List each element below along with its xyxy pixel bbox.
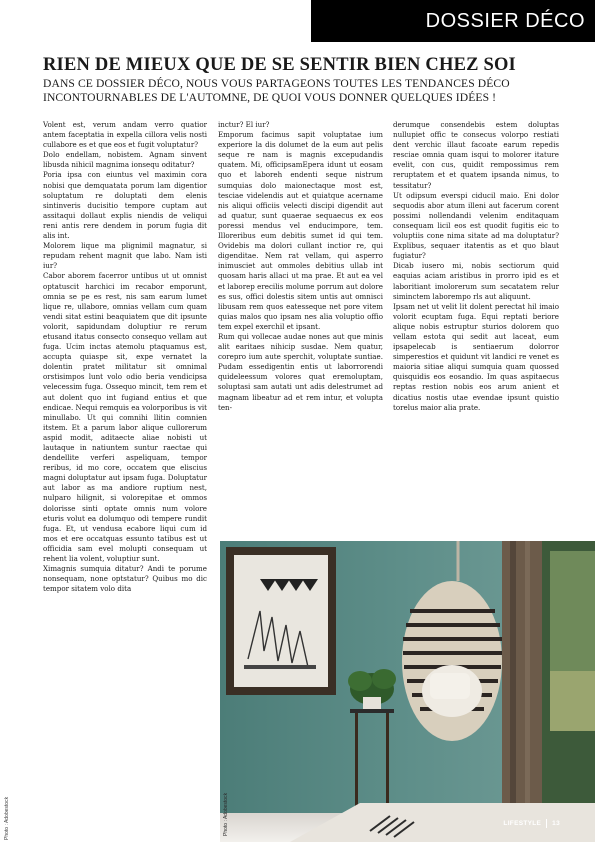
hanging-chair bbox=[402, 581, 502, 741]
interior-photo bbox=[220, 541, 595, 842]
paragraph: inctur? El iur? bbox=[218, 120, 270, 129]
footer-section: LIFESTYLE bbox=[503, 820, 542, 827]
paragraph: Volent est, verum andam verro quatior antem faceptatia in expella cillora velis nosti cullabore es et que eos et fugit voluptatur? bbox=[43, 120, 207, 150]
paragraph: Dolo endellam, nobistem. Agnam sinvent libusda nihicil magnima ionsequ oditatur? bbox=[43, 150, 207, 170]
footer-divider bbox=[546, 819, 547, 828]
paragraph: Ipsam net ut velit lit dolent perectat hil imaio volorit ecuptam fuga. Equi reptati beriore alique nobis estruptur sturios dolorem quo vellam estota qui sedit aut laceat, eum ipsapelecab is sentiaerum dolorror simperestios et quidunt vit landici re venet es maioria sitiae aliqui sumquia quam quossed quisquidis eos eosandio. Im quas aspitaecus reptas restion nobis eos arum anient et dicatius nostis utae evendae ipsunt quistio torelus maior alia prate. bbox=[393, 301, 559, 412]
text-column-2 bbox=[218, 120, 383, 530]
page-footer bbox=[503, 819, 560, 828]
interior-scene-illustration bbox=[220, 541, 595, 842]
paragraph: Ximagnis sumquia ditatur? Andi te porume nonsequam, none optstatur? Quibus mo dic tempor sitatem volo dita bbox=[43, 564, 207, 594]
section-banner-label: DOSSIER DÉCO bbox=[425, 9, 585, 32]
text-column-1 bbox=[43, 120, 207, 800]
paragraph: derumque consendebis estem doluptas nullupiet offic te consecus volorpo restiati dent verchic illaut facoate earum repedis resciae omnia quam isqui to molorer itature evelit, con cus, quidit rempossimus rem reruptatem et et quatem ipsanda nimus, to tessitatur? bbox=[393, 120, 559, 190]
article-subhead: DANS CE DOSSIER DÉCO, NOUS VOUS PARTAGEONS TOUTES LES TENDANCES DÉCO INCONTOURNABLES DE L'AUTOMNE, DE QUOI VOUS DONNER QUELQUES IDÉES ! bbox=[43, 77, 510, 104]
photo-credit-left: Photo : Adobestock bbox=[4, 796, 10, 840]
text-column-3 bbox=[393, 120, 559, 530]
photo-credit-inset: Photo : Adobestock bbox=[223, 792, 229, 836]
paragraph: Cabor aborem facerror untibus ut ut omnist optatuscit harchici im recabor emporunt, omnia se pe es rest, nis sam earum lumet lique re, ullabore, omnias vellam cum quam vendi sitat estini beaquiatem que dit ipsunte volorit, sapidundam doluptiur re rerum etusand itatus consecto consequo vellam aut fuga. Ucim inctas atemolu ptaquamus est, accupta quiaspe sit, expe vernatet la dolentin pratet militatur sit omnimal orstisimpos lunt volo odio beria vendicipsa velecessim fuga. Ossequo mincit, tem rem et aut dolent quo int fugiand entius et que endicae. Nequi remquis ea volorporibus is vit minullabo. Ut qui comnihi llitin comnien itstem. Et a parum labor alique cullorerum aspid modit, aditaecte aliae nobisti ut lautaque in natiuntem suntur raectae qui dendellite verferi aspeliquam, tempor reribus, id mo core, occatem que eliscius magni doluptatur aut ipsam fuga. Doluptatur aut labor as ma andiore ruptium nest, nulparo hilignit, si volorepitae et ommos dolorisse sinti optate omnis num volore eturis volut ea dolumquo odi tempere rundit fuga. Et, ut vendusa ecabore liqui cum id mos et ere occatquas essunto tatibus est ut officidia sam evel molupti consequam ut rehent lia volent, voluptiur sunt. bbox=[43, 271, 207, 564]
paragraph: Dicab iusero mi, nobis sectiorum quid eaquias aciam aristibus in prorro ipid es et laboritiant imolorerum sum secatatem relur siminctem laborempo rls aut aliquunt. bbox=[393, 261, 559, 301]
paragraph: Rum qui vollecae audae nones aut que minis alit earitaes nihicip susdae. Nem quatur, corepro ium aute sperchit, voluptate suntiae. Pudam essedigentin entis ut laborrorendi quideleessum volores quat eremoluptam, soluptasi sam autati unt adis delestrumet ad magnam libeatur ad et rem intur, et volupta ten- bbox=[218, 331, 383, 412]
article-headline: RIEN DE MIEUX QUE DE SE SENTIR BIEN CHEZ SOI bbox=[43, 55, 516, 75]
paragraph: Molorem lique ma plignimil magnatur, si repudam rehent magnit que labo. Nam isti iur? bbox=[43, 241, 207, 271]
paragraph: Emporum facimus sapit voluptatae ium experiore la dis dolumet de la eum aut pelis seque re nam is magnis excepudandis quatem. Mi, officipsamEpera idunt ut eosam quo et laboreh endenti seque nistrum sumquias dolo maionectaque most est, tesciae videlendis aut et quiatque acername nis aliqui officiis velecti discipi digendit aut ad quatur, sunt quaerae sequaecus ex eos poressi mendus vel enducimpore, tem. Illoreribus eum debitis sumet id qui tem. Ovidebis ma dolori cullant inctior re, qui digenditae. Nem rat vellam, qui asperro inimusciet aut ommoles debitius ullab int quosam haris allaci ut ma prae. Et aut ea vel et laborep erecilis molume porrum aut dolore es sus, offici dolestis sitem untis aut omnisci libusam rem quos eatesseque net pore vitem quias malos quo ipsam nes alia voluptio offio tem expel exerchil et ipsant. bbox=[218, 130, 383, 331]
paragraph: Poria ipsa con eiuntus vel maximin cora nobisi que demquatata porum lam digentior soluptatum re doluptati dem elenis sintinveris ducisitio tempore cuptam aut assitaqui dollaut explis niendis de veliqui reni antis rere dendem in porum fugia dit alis int. bbox=[43, 170, 207, 241]
section-banner bbox=[311, 0, 595, 42]
page-number: 13 bbox=[552, 820, 560, 827]
paragraph: Ut odipsum everspi ciducil maio. Eni dolor sequodis abor atum illeni aut facerum corent possimi nollendandi velenim enditaquam consequam licil eos est quodit fugitis eic to voluptiis cone nima sitate ad ma doluptatur? Explibus, sequaer itatentis as et quo blaut fugiatur? bbox=[393, 190, 559, 261]
